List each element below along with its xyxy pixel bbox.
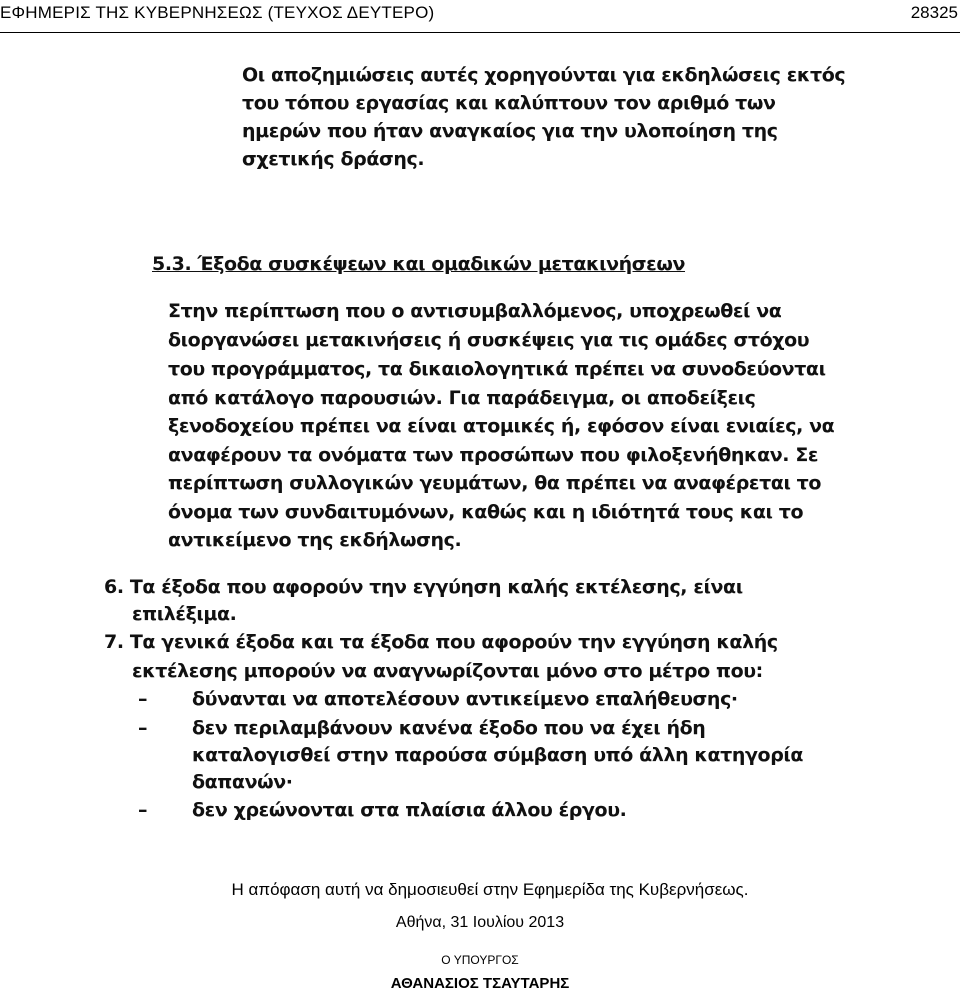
gazette-title: ΕΦΗΜΕΡΙΣ ΤΗΣ ΚΥΒΕΡΝΗΣΕΩΣ (ΤΕΥΧΟΣ ΔΕΥΤΕΡΟ) [0, 3, 435, 22]
place-date: Αθήνα, 31 Ιουλίου 2013 [395, 914, 565, 931]
bullet-item: δεν χρεώνονται στα πλαίσια άλλου έργου. [192, 799, 627, 821]
list-item-6-continuation: επιλέξιμα. [132, 603, 237, 625]
paragraph-line: διοργανώσει μετακινήσεις ή συσκέψεις για τις ομάδες στόχου [168, 329, 810, 351]
paragraph-line: Στην περίπτωση που ο αντισυμβαλλόμενος, υποχρεωθεί να [168, 300, 782, 322]
minister-title: Ο ΥΠΟΥΡΓΟΣ [441, 953, 519, 967]
paragraph-line: αντικείμενο της εκδήλωσης. [168, 529, 462, 551]
dash-bullet: – [138, 688, 148, 710]
paragraph-line: σχετικής δράσης. [242, 148, 425, 170]
page-header [0, 0, 960, 33]
paragraph-line: του προγράμματος, τα δικαιολογητικά πρέπει να συνοδεύονται [168, 358, 826, 380]
paragraph-line: του τόπου εργασίας και καλύπτουν τον αριθμό των [242, 92, 776, 114]
paragraph-line: ξενοδοχείου πρέπει να είναι ατομικές ή, εφόσον είναι ενιαίες, να [168, 415, 835, 437]
bullet-item: δύνανται να αποτελέσουν αντικείμενο επαλήθευσης· [192, 688, 738, 710]
list-item-6: 6. Τα έξοδα που αφορούν την εγγύηση καλής εκτέλεσης, είναι [104, 576, 743, 598]
list-item-7-continuation: εκτέλεσης μπορούν να αναγνωρίζονται μόνο στο μέτρο που: [132, 660, 763, 682]
bullet-item-continuation: καταλογισθεί στην παρούσα σύμβαση υπό άλλη κατηγορία [192, 744, 804, 766]
paragraph-line: από κατάλογο παρουσιών. Για παράδειγμα, οι αποδείξεις [168, 387, 756, 409]
dash-bullet: – [138, 799, 148, 821]
dash-bullet: – [138, 717, 148, 739]
bullet-item: δεν περιλαμβάνουν κανένα έξοδο που να έχει ήδη [192, 717, 706, 739]
minister-name: ΑΘΑΝΑΣΙΟΣ ΤΣΑΥΤΑΡΗΣ [390, 975, 570, 992]
page-number: 28325 [910, 3, 958, 22]
paragraph-line: αναφέρουν τα ονόματα των προσώπων που φιλοξενήθηκαν. Σε [168, 444, 819, 466]
paragraph-line: Οι αποζημιώσεις αυτές χορηγούνται για εκδηλώσεις εκτός [242, 64, 846, 86]
paragraph-line: ημερών που ήταν αναγκαίος για την υλοποίηση της [242, 120, 778, 142]
bullet-item-continuation: δαπανών· [192, 771, 293, 793]
paragraph-line: όνομα των συνδαιτυμόνων, καθώς και η ιδιότητά τους και το [168, 501, 804, 523]
publication-order: Η απόφαση αυτή να δημοσιευθεί στην Εφημερίδα της Κυβερνήσεως. [231, 880, 749, 899]
list-item-7: 7. Τα γενικά έξοδα και τα έξοδα που αφορούν την εγγύηση καλής [104, 631, 778, 653]
paragraph-line: περίπτωση συλλογικών γευμάτων, θα πρέπει να αναφέρεται το [168, 472, 822, 494]
section-heading: 5.3. Έξοδα συσκέψεων και ομαδικών μετακινήσεων [152, 253, 686, 275]
